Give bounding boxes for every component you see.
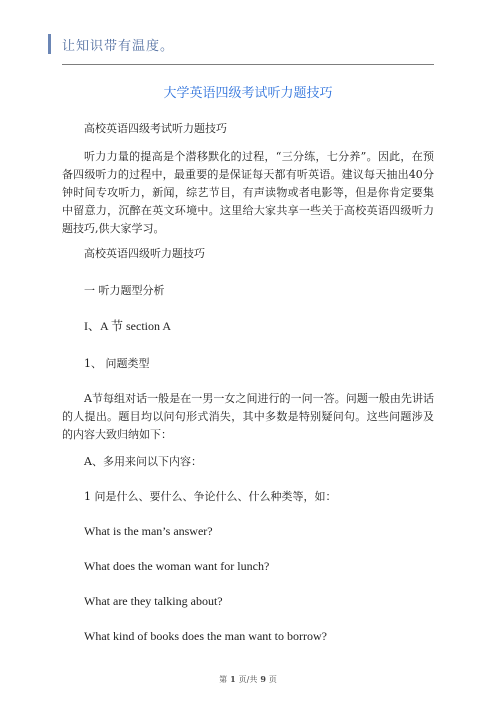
page-footer [0,674,496,685]
item-paragraph: A节每组对话一般是在一男一女之间进行的一问一答。问题一般由先讲话的人提出。题目均以问句形式消失，其中多数是特别疑问句。这些问题涉及的内容大致归纳如下： [62,392,434,441]
example-question: What is the man’s answer? [84,524,213,538]
category-heading: A、多用来问以下内容： [84,455,202,468]
header-divider [62,64,434,65]
document-title: 大学英语四级考试听力题技巧 [163,86,333,101]
footer-middle: 页/共 [238,675,258,684]
header-tagline: 让知识带有温度。 [62,39,175,54]
header-accent-bar [48,34,51,54]
section-heading: 高校英语四级听力题技巧 [84,247,205,260]
category-item: 1 问是什么、要什么、争论什么、什么种类等，如： [84,490,337,503]
example-question: What kind of books does the man want to borrow? [84,629,327,643]
footer-suffix: 页 [268,675,277,684]
item-heading: 1、 问题类型 [84,357,150,370]
example-question: What are they talking about? [84,594,223,608]
example-question: What does the woman want for lunch? [84,559,270,573]
subsection-heading: I、A 节 section A [84,319,171,333]
current-page-number: 1 [230,674,236,684]
footer-prefix: 第 [219,675,228,684]
document-subtitle: 高校英语四级考试听力题技巧 [84,122,227,135]
part-heading: 一 听力题型分析 [84,284,165,297]
intro-paragraph: 听力力量的提高是个潜移默化的过程，“三分练，七分养”。因此，在预备四级听力的过程中，最重要的是保证每天都有听英语。建议每天抽出40分钟时间专攻听力，新闻，综艺节目，有声读物或者电影等，但是你肯定要集中留意力，沉醉在英文环境中。这里给大家共享一些关于高校英语四级听力题技巧,供大家学习。 [62,150,434,235]
total-page-count: 9 [260,674,266,684]
